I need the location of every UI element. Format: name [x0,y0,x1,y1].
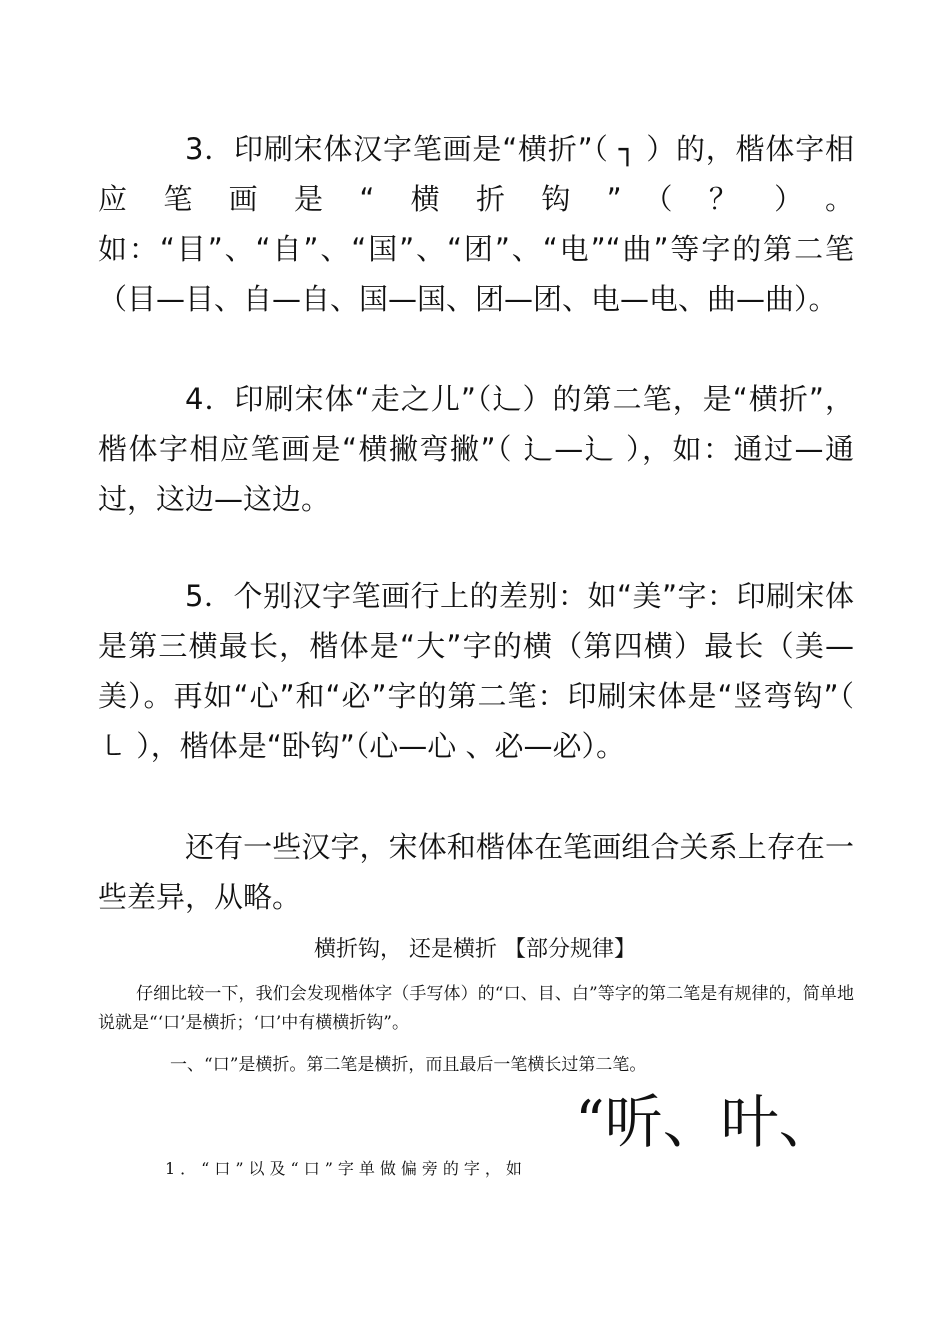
intro-paragraph: 仔细比较一下，我们会发现楷体字（手写体）的“口、目、白”等字的第二笔是有规律的，简单地说就是“‘口’是横折；‘口’中有横横折钩”。 [98,984,854,1033]
paragraph-5: 5．个别汉字笔画行上的差别：如“美”字：印刷宋体是第三横最长，楷体是“大”字的横（第四横）最长（美—美）。再如“心”和“必”字的第二笔：印刷宋体是“竖弯钩”（ ㇄ ），楷体是“卧钩”（心—心 、必—必）。 [98,579,854,763]
paragraph-6: 还有一些汉字，宋体和楷体在笔画组合关系上存在一些差异，从略。 [98,830,854,914]
list-item-1: 1．“口”以及“口”字单做偏旁的字，如 [165,1159,527,1178]
paragraph-4: 4．印刷宋体“走之儿”（辶）的第二笔，是“横折”，楷体字相应笔画是“横撇弯撇”（ 辶—辶 ），如：通过—通过，这边—这边。 [98,382,854,516]
paragraph-3: 3．印刷宋体汉字笔画是“横折”（ ┐ ）的，楷体字相应笔画是“横折钩”（？）。如：“目”、“自”、“国”、“团”、“电”“曲”等字的第二笔（目—目、自—自、国—国、团—团、电—电、曲—曲）。 [98,132,854,316]
large-example-characters: “听、叶、 [575,1088,837,1156]
section-heading: 横折钩， 还是横折 【部分规律】 [314,937,636,962]
rule-one: 一、“口”是横折。第二笔是横折，而且最后一笔横长过第二笔。 [170,1055,647,1075]
